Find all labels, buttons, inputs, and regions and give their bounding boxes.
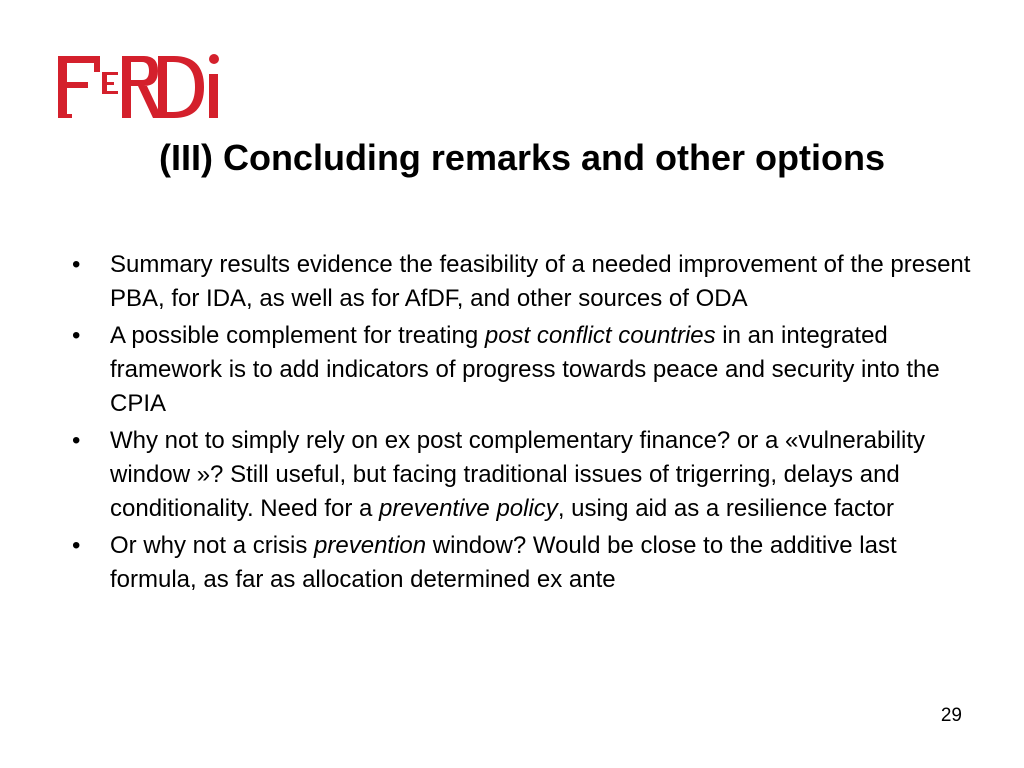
bullet-item-4 xyxy=(68,529,978,597)
bullet-mark: • xyxy=(72,251,81,278)
bullet-text: , using aid as a resilience factor xyxy=(557,495,894,522)
bullet-item-1 xyxy=(68,248,978,316)
bullet-text: window? Would be close to the additive last formula, as far as allocation determined ex ante xyxy=(110,532,897,593)
bullet-italic-text: prevention xyxy=(314,532,427,559)
bullet-list xyxy=(68,248,978,600)
bullet-text: in an integrated framework is to add indicators of progress towards peace and security into the CPIA xyxy=(110,322,940,417)
bullet-italic-text: post conflict countries xyxy=(484,322,716,349)
bullet-item-2 xyxy=(68,319,978,421)
bullet-mark: • xyxy=(72,427,81,454)
ferdi-logo xyxy=(58,50,228,124)
bullet-item-3 xyxy=(68,424,978,526)
bullet-text: A possible complement for treating xyxy=(110,322,485,349)
slide-title: (III) Concluding remarks and other options xyxy=(158,137,886,178)
page-number: 29 xyxy=(940,705,962,726)
bullet-mark: • xyxy=(72,322,81,349)
bullet-text: Or why not a crisis xyxy=(110,532,315,559)
bullet-italic-text: preventive policy xyxy=(379,495,558,522)
ferdi-logo-icon xyxy=(58,50,228,124)
bullet-mark: • xyxy=(72,532,81,559)
bullet-text: Summary results evidence the feasibility of a needed improvement of the present PBA, for IDA, as well as for AfDF, and other sources of ODA xyxy=(110,251,971,312)
bullet-text: Why not to simply rely on ex post complementary finance? or a «vulnerability window »? Still useful, but facing traditional issues of trigerring, delays and conditionality. Need for a xyxy=(110,427,926,522)
